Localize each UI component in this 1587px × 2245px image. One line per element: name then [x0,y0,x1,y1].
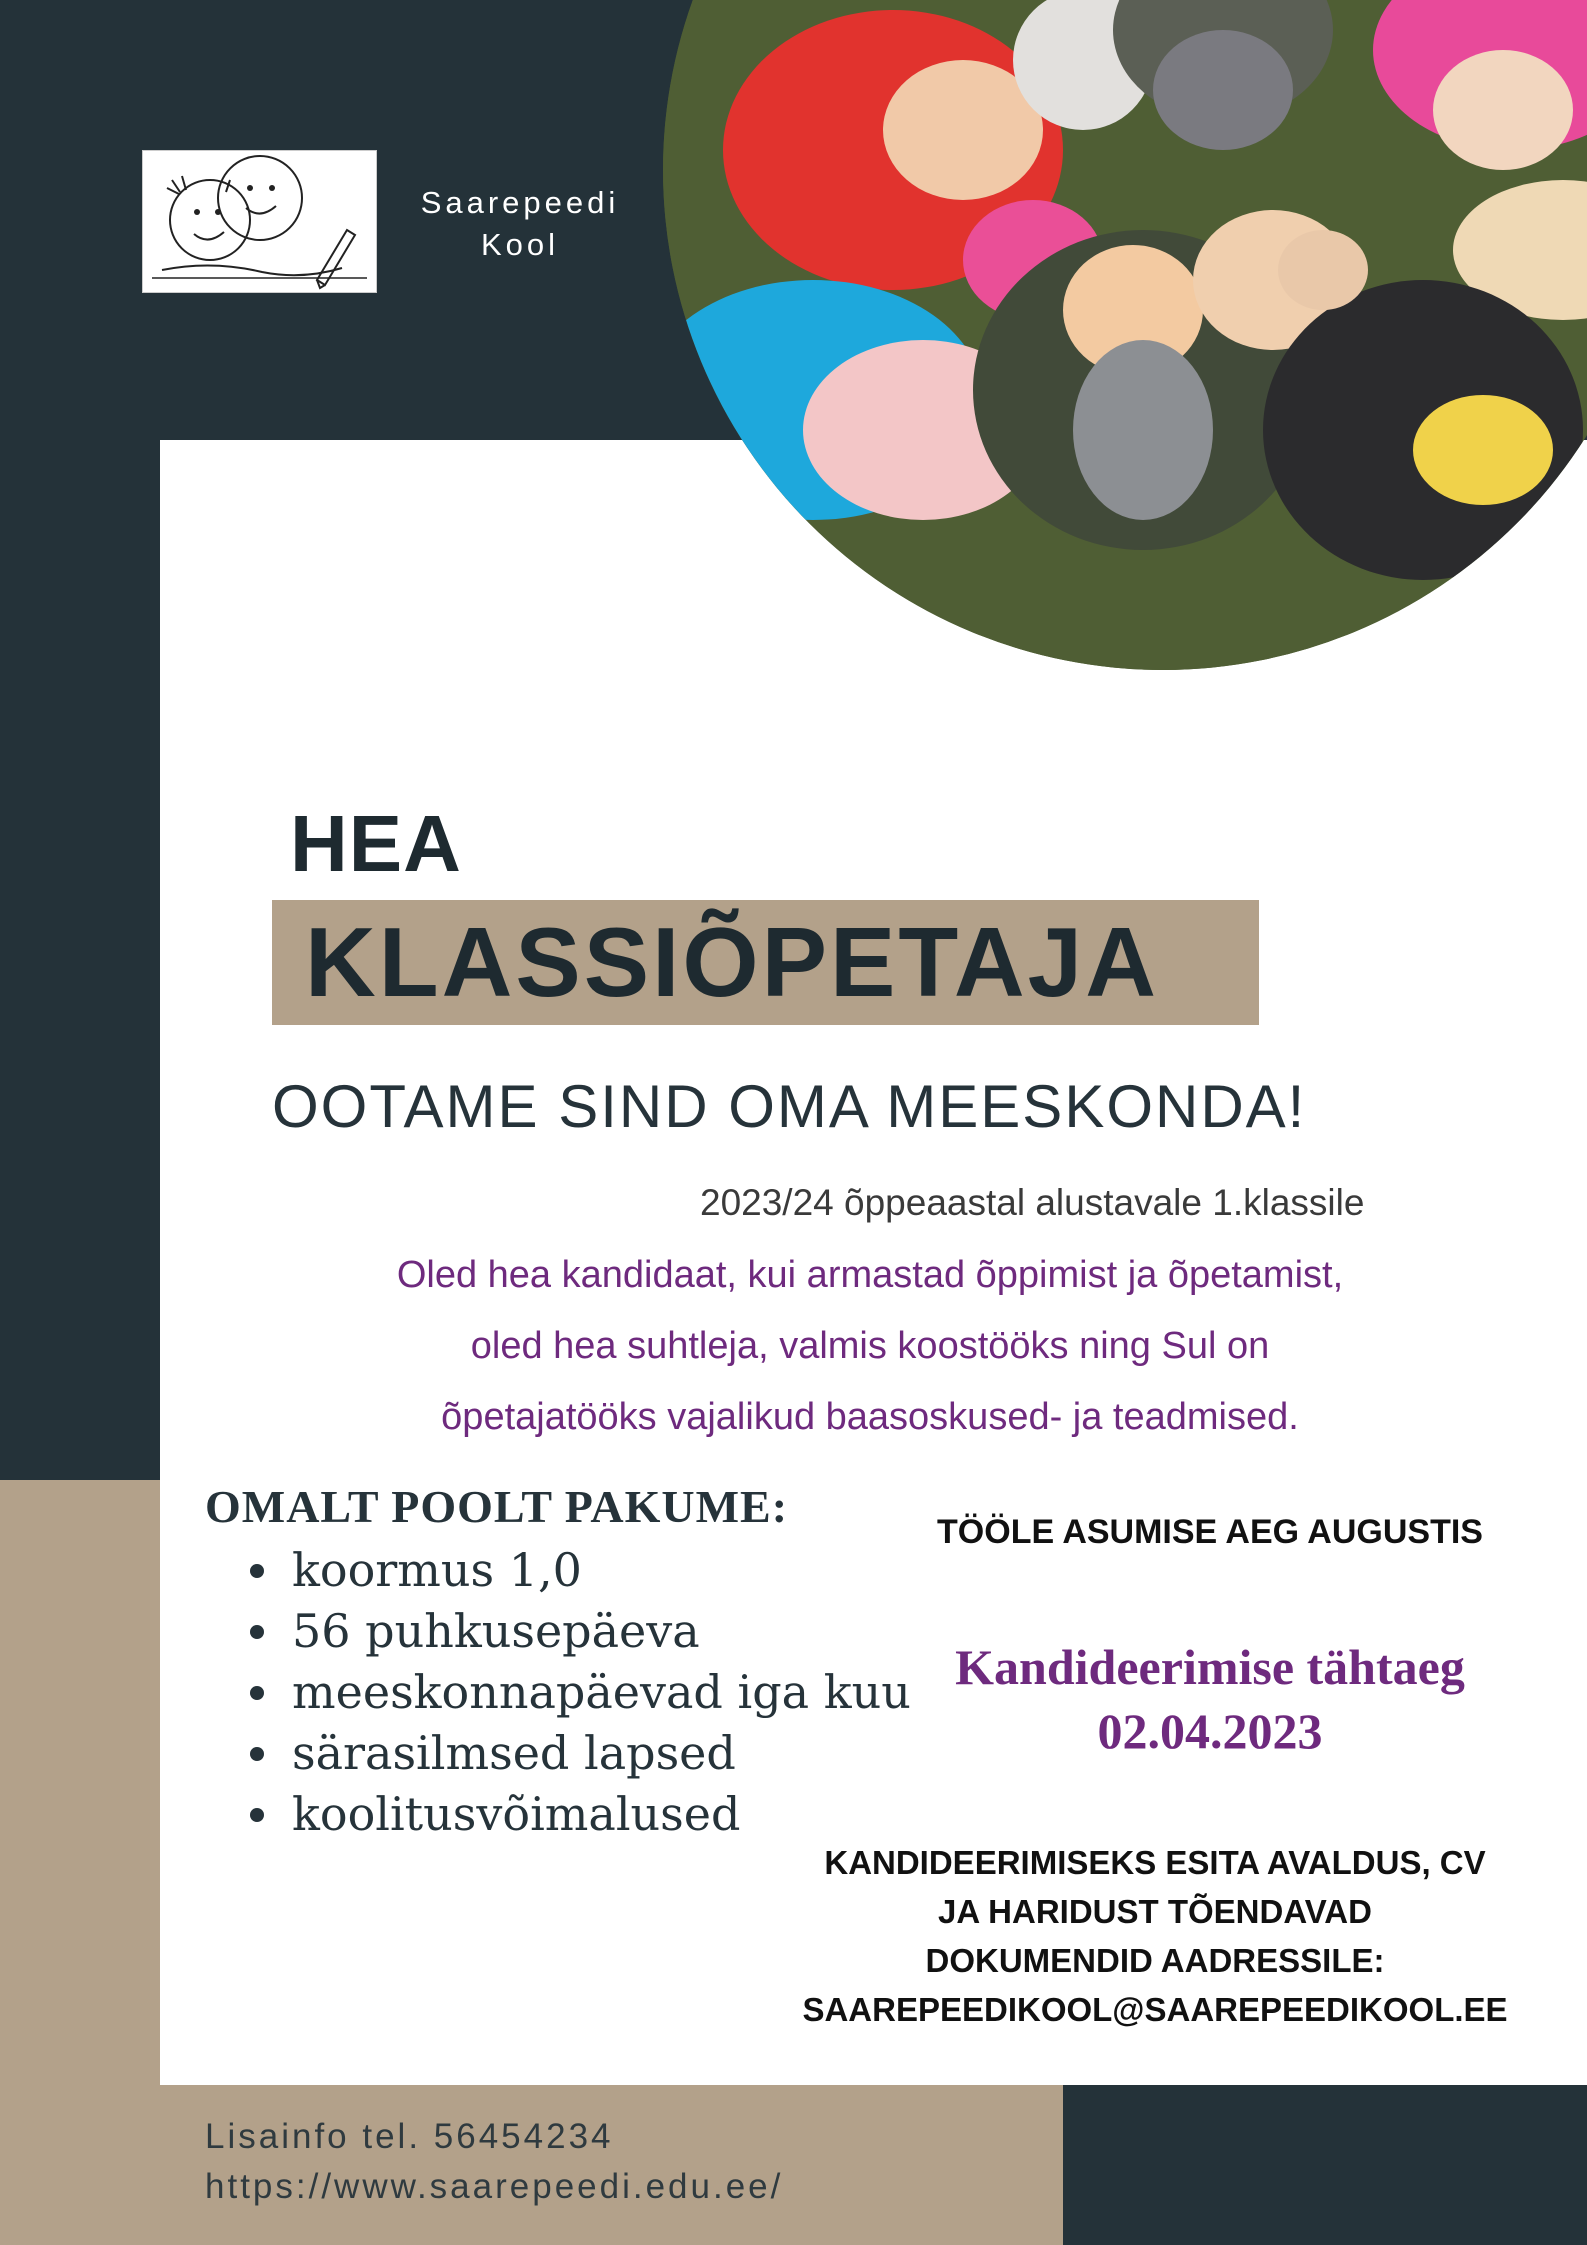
offer-item-text: koolitusvõimalused [292,1787,741,1841]
offer-item [250,1784,911,1845]
bullet-icon [250,1625,264,1639]
description-line: Oled hea kandidaat, kui armastad õppimist ja õpetamist, [396,1254,1344,1296]
offer-item [250,1540,911,1601]
bullet-icon [250,1808,264,1822]
offer-item-text: särasilmsed lapsed [292,1726,736,1780]
offer-item-text: koormus 1,0 [292,1543,582,1597]
offer-list [250,1540,911,1845]
bullet-icon [250,1686,264,1700]
offer-item-text: meeskonnapäevad iga kuu [292,1665,911,1719]
description-line: õpetajatööks vajalikud baasoskused- ja teadmised. [441,1396,1299,1438]
application-email[interactable]: SAAREPEEDIKOOL@SAAREPEEDIKOOL.EE [802,1991,1508,2028]
school-name-line2: Kool [480,227,560,262]
contact-info [205,2112,783,2212]
school-name-line1: Saarepeedi [420,185,620,220]
deadline-date: 02.04.2023 [1097,1703,1323,1759]
school-logo [142,150,377,293]
application-line: DOKUMENDID AADRESSILE: [925,1942,1385,1979]
contact-website-link[interactable]: https://www.saarepeedi.edu.ee/ [205,2167,784,2206]
two-faces-pencil-icon [142,150,377,293]
application-line: JA HARIDUST TÕENDAVAD [938,1893,1372,1930]
bullet-icon [250,1564,264,1578]
school-year-line: 2023/24 õppeaastal alustavale 1.klassile [700,1182,1365,1223]
job-title: KLASSIÕPETAJA [305,907,1159,1017]
background-dark-left [0,0,160,1480]
application-line: KANDIDEERIMISEKS ESITA AVALDUS, CV [824,1844,1486,1881]
contact-phone: Lisainfo tel. 56454234 [205,2117,614,2156]
offer-item [250,1601,911,1662]
offer-title: OMALT POOLT PAKUME: [205,1481,789,1532]
deadline [870,1635,1550,1763]
heading-prefix: HEA [290,799,462,888]
school-name [380,182,660,266]
subtitle: OOTAME SIND OMA MEESKONDA! [272,1073,1307,1140]
footer-dark-block [1063,2085,1587,2245]
start-time: TÖÖLE ASUMISE AEG AUGUSTIS [937,1513,1483,1551]
description-line: oled hea suhtleja, valmis koostööks ning Sul on [470,1325,1270,1367]
description [200,1240,1540,1453]
application-info [760,1838,1550,2034]
bullet-icon [250,1747,264,1761]
offer-item [250,1723,911,1784]
offer-item [250,1662,911,1723]
deadline-label: Kandideerimise tähtaeg [955,1639,1465,1695]
offer-item-text: 56 puhkusepäeva [292,1604,700,1658]
